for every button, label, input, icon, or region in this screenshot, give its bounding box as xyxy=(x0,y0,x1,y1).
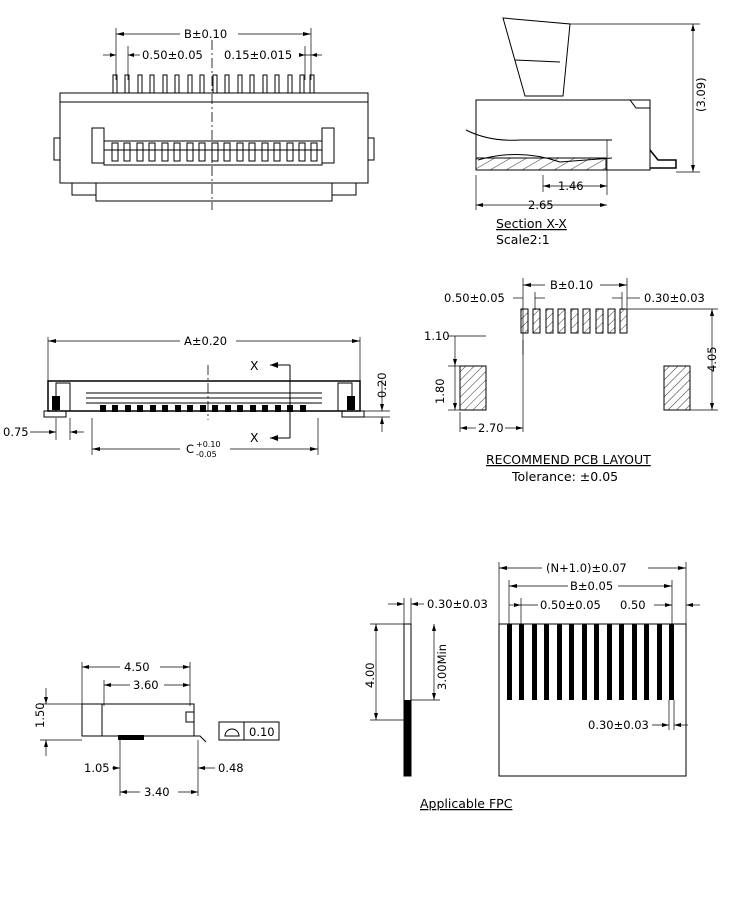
fpc-view xyxy=(363,561,700,811)
section-dim-depth: 1.46 xyxy=(558,179,584,193)
top-pins xyxy=(113,75,314,93)
pcb-tab-left xyxy=(460,366,486,410)
pcb-dim-b: B±0.10 xyxy=(550,278,594,292)
fpc-dim-end: 0.50 xyxy=(620,598,646,612)
side-dim-height: 1.50 xyxy=(33,702,47,728)
pcb-dim-tab-offset: 1.10 xyxy=(424,329,450,343)
fpc-dim-finger: 0.30±0.03 xyxy=(588,718,649,732)
front-contacts xyxy=(100,405,306,412)
front-dim-c: C xyxy=(186,442,195,456)
top-dim-b: B±0.10 xyxy=(184,27,228,41)
front-dim-c-lower: -0.05 xyxy=(196,450,217,459)
flatness-value: 0.10 xyxy=(249,725,275,739)
pcb-dim-tab-x: 2.70 xyxy=(478,421,504,435)
side-view xyxy=(33,660,279,799)
front-view xyxy=(3,334,390,459)
section-mark-top: X xyxy=(250,358,259,373)
flatness-frame xyxy=(219,722,279,740)
pcb-dim-pitch: 0.50±0.05 xyxy=(444,291,505,305)
section-title: Section X-X xyxy=(496,216,567,231)
section-view xyxy=(466,18,708,247)
fpc-dim-thickness: 0.30±0.03 xyxy=(427,597,488,611)
top-view xyxy=(54,27,374,210)
fpc-fingers xyxy=(507,624,674,700)
pcb-pads xyxy=(521,309,627,333)
fpc-title: Applicable FPC xyxy=(420,796,513,811)
front-dim-offset: 0.75 xyxy=(3,425,29,439)
side-dim-pitch: 3.40 xyxy=(144,785,170,799)
section-dim-length: 2.65 xyxy=(528,198,554,212)
front-dim-step: 0.20 xyxy=(375,372,389,398)
pcb-dim-pad: 0.30±0.03 xyxy=(644,291,705,305)
pcb-title: RECOMMEND PCB LAYOUT xyxy=(486,452,651,467)
fpc-dim-overall: (N+1.0)±0.07 xyxy=(546,561,627,575)
pcb-dim-tab-height: 1.80 xyxy=(433,378,447,404)
section-mark-bottom: X xyxy=(250,430,259,445)
fpc-dim-pitch: 0.50±0.05 xyxy=(540,598,601,612)
section-dim-height: (3.09) xyxy=(694,77,708,112)
fpc-dim-b: B±0.05 xyxy=(570,579,614,593)
side-dim-right: 0.48 xyxy=(218,761,244,775)
section-scale: Scale2:1 xyxy=(496,232,550,247)
pcb-dim-overall: 4.05 xyxy=(705,346,719,372)
top-dim-width: 0.15±0.015 xyxy=(224,48,293,62)
top-dim-pitch: 0.50±0.05 xyxy=(142,48,203,62)
front-dim-c-upper: +0.10 xyxy=(196,440,221,449)
front-dim-a: A±0.20 xyxy=(184,334,228,348)
fpc-dim-min: 3.00Min xyxy=(435,643,449,690)
pcb-layout xyxy=(424,278,719,484)
pcb-tab-right xyxy=(664,366,690,410)
side-dim-body: 3.60 xyxy=(133,678,159,692)
side-dim-overall: 4.50 xyxy=(124,660,150,674)
pcb-tolerance: Tolerance: ±0.05 xyxy=(512,469,619,484)
fpc-dim-length: 4.00 xyxy=(363,662,377,688)
top-contacts xyxy=(112,143,317,161)
side-dim-left: 1.05 xyxy=(84,761,110,775)
